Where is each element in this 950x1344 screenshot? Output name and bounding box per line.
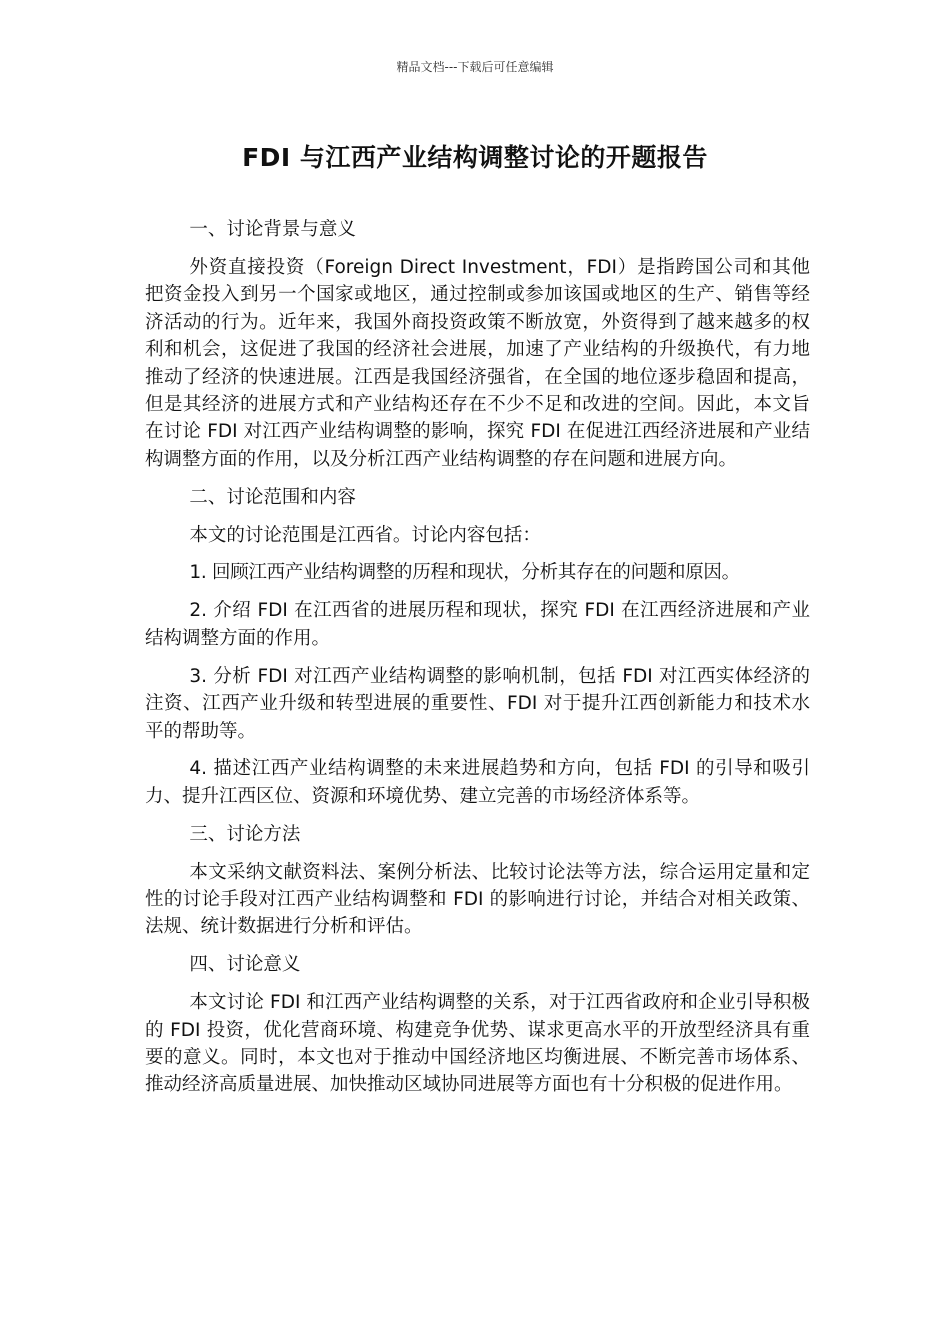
section-heading-method: 三、讨论方法 — [189, 823, 301, 845]
paragraph-significance: 本文讨论 FDI 和江西产业结构调整的关系，对于江西省政府和企业引导积极的 FDI 投资，优化营商环境、构建竞争优势、谋求更高水平的开放型经济具有重要的意义。同时，本文也对于推动中国经济地区均衡进展、不断完善市场体系、推动经济高质量进展、加快推动区域协同进展等方面也有十分积极的促进作用。 — [145, 992, 810, 1096]
list-item-3: 3. 分析 FDI 对江西产业结构调整的影响机制，包括 FDI 对江西实体经济的注资、江西产业升级和转型进展的重要性、FDI 对于提升江西创新能力和技术水平的帮助等。 — [145, 665, 810, 742]
list-item-2: 2. 介绍 FDI 在江西省的进展历程和现状，探究 FDI 在江西经济进展和产业结构调整方面的作用。 — [145, 600, 810, 649]
section-heading-scope: 二、讨论范围和内容 — [189, 486, 356, 508]
paragraph-scope-intro: 本文的讨论范围是江西省。讨论内容包括： — [189, 524, 541, 546]
section-heading-background: 一、讨论背景与意义 — [189, 219, 356, 240]
document-body — [145, 216, 810, 1109]
list-item-1: 1. 回顾江西产业结构调整的历程和现状，分析其存在的问题和原因。 — [189, 562, 740, 584]
document-title: FDI 与江西产业结构调整讨论的开题报告 — [242, 143, 708, 172]
list-item-4: 4. 描述江西产业结构调整的未来进展趋势和方向，包括 FDI 的引导和吸引力、提升江西区位、资源和环境优势、建立完善的市场经济体系等。 — [145, 758, 810, 807]
paragraph-method: 本文采纳文献资料法、案例分析法、比较讨论法等方法，综合运用定量和定性的讨论手段对江西产业结构调整和 FDI 的影响进行讨论，并结合对相关政策、法规、统计数据进行分析和评估。 — [145, 861, 810, 938]
paragraph-background: 外资直接投资（Foreign Direct Investment，FDI）是指跨国公司和其他把资金投入到另一个国家或地区，通过控制或参加该国或地区的生产、销售等经济活动的行为。近年来，我国外商投资政策不断放宽，外资得到了越来越多的权利和机会，这促进了我国的经济社会进展，加速了产业结构的升级换代，有力地推动了经济的快速进展。江西是我国经济强省，在全国的地位逐步稳固和提高，但是其经济的进展方式和产业结构还存在不少不足和改进的空间。因此，本文旨在讨论 FDI 对江西产业结构调整的影响，探究 FDI 在促进江西经济进展和产业结构调整方面的作用，以及分析江西产业结构调整的存在问题和进展方向。 — [145, 256, 810, 470]
header-note: 精品文档---下载后可任意编辑 — [396, 60, 554, 74]
section-heading-significance: 四、讨论意义 — [189, 954, 301, 976]
